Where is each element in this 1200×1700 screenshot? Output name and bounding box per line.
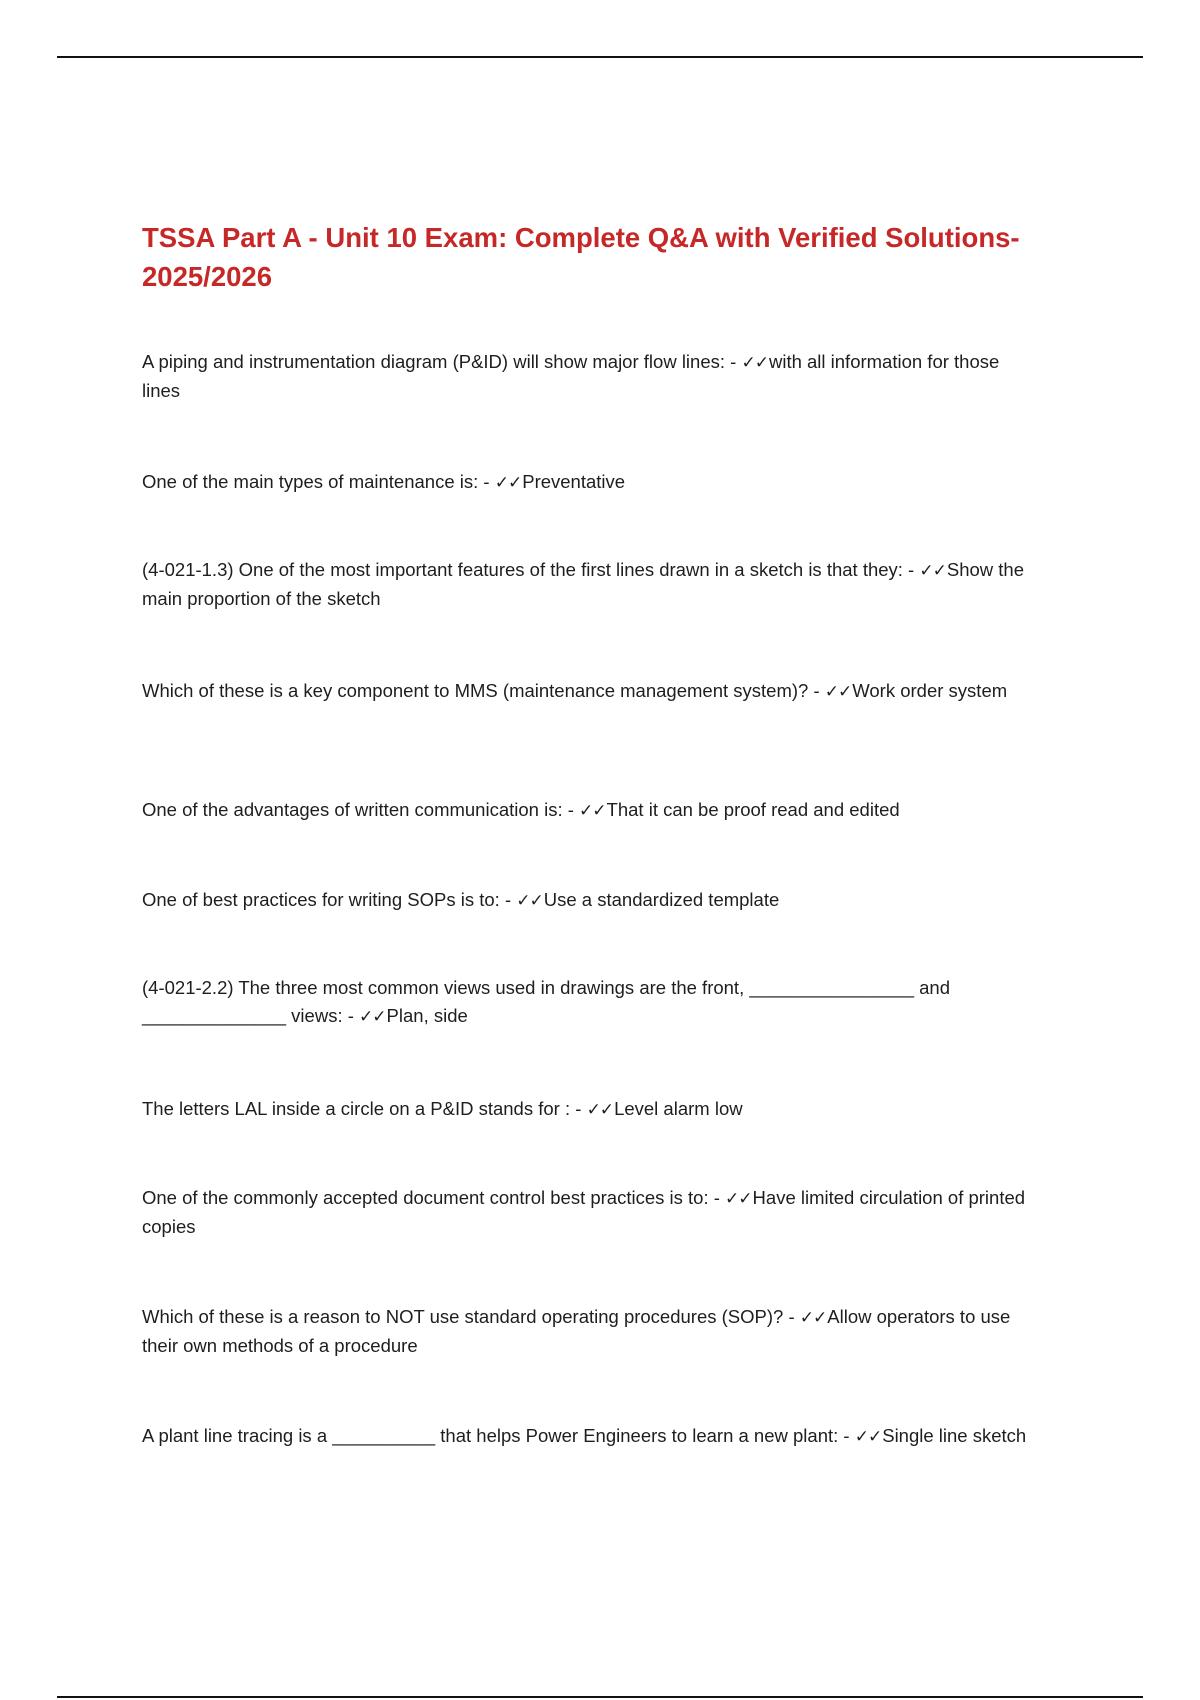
separator: -	[902, 559, 920, 580]
qa-item	[142, 348, 1042, 405]
qa-item	[142, 1095, 1042, 1124]
double-check-icon: ✓✓	[824, 682, 852, 702]
qa-item	[142, 677, 1042, 706]
question-text: (4-021-1.3) One of the most important features of the first lines drawn in a sketch is that they:	[142, 559, 903, 580]
separator: -	[562, 799, 580, 820]
separator: -	[708, 1187, 726, 1208]
qa-item	[142, 1303, 1042, 1360]
double-check-icon: ✓✓	[741, 353, 768, 373]
answer-text: Work order system	[852, 680, 1008, 701]
double-check-icon: ✓✓	[359, 1007, 386, 1027]
qa-item	[142, 468, 1042, 497]
answer-text: Allow operators to use their own methods of a procedure	[142, 1306, 1011, 1356]
double-check-icon: ✓✓	[854, 1427, 882, 1447]
qa-item	[142, 556, 1042, 613]
question-text: The letters LAL inside a circle on a P&ID stands for :	[142, 1098, 571, 1119]
question-text: One of the main types of maintenance is:	[142, 471, 479, 492]
separator: -	[783, 1306, 800, 1327]
footer-rule	[57, 1696, 1143, 1698]
question-text: Which of these is a reason to NOT use standard operating procedures (SOP)?	[142, 1306, 784, 1327]
document-title: TSSA Part A - Unit 10 Exam: Complete Q&A with Verified Solutions-2025/2026	[142, 222, 1020, 292]
separator: -	[838, 1425, 855, 1446]
answer-text: Level alarm low	[614, 1098, 743, 1119]
answer-text: with all information for those lines	[142, 351, 1000, 401]
double-check-icon: ✓✓	[516, 891, 543, 911]
separator: -	[808, 680, 825, 701]
qa-item	[142, 1422, 1042, 1451]
separator: -	[499, 889, 517, 910]
qa-item	[142, 796, 1042, 825]
separator: -	[570, 1098, 587, 1119]
question-text: Which of these is a key component to MMS (maintenance management system)?	[142, 680, 809, 701]
question-text: One of the commonly accepted document control best practices is to:	[142, 1187, 709, 1208]
question-text: One of best practices for writing SOPs is to:	[142, 889, 500, 910]
double-check-icon: ✓✓	[586, 1100, 614, 1120]
separator: -	[725, 351, 742, 372]
qa-item	[142, 1184, 1042, 1241]
question-text: A piping and instrumentation diagram (P&ID) will show major flow lines:	[142, 351, 726, 372]
question-text: One of the advantages of written communication is:	[142, 799, 563, 820]
answer-text: Plan, side	[386, 1005, 468, 1026]
double-check-icon: ✓✓	[919, 561, 946, 581]
double-check-icon: ✓✓	[579, 801, 606, 821]
answer-text: Have limited circulation of printed copies	[142, 1187, 1026, 1237]
answer-text: Show the main proportion of the sketch	[142, 559, 1025, 609]
document-body	[142, 218, 1042, 1447]
header-rule	[57, 56, 1143, 58]
answer-text: Single line sketch	[882, 1425, 1027, 1446]
answer-text: Preventative	[522, 471, 626, 492]
answer-text: That it can be proof read and edited	[606, 799, 900, 820]
qa-item	[142, 974, 1042, 1031]
double-check-icon: ✓✓	[725, 1189, 752, 1209]
question-text: (4-021-2.2) The three most common views used in drawings are the front, ________________ and ______________ views:	[142, 977, 950, 1026]
answer-text: Use a standardized template	[543, 889, 780, 910]
question-text: A plant line tracing is a __________ that helps Power Engineers to learn a new plant:	[142, 1425, 839, 1446]
double-check-icon: ✓✓	[799, 1308, 827, 1328]
qa-item	[142, 886, 1042, 915]
separator: -	[478, 471, 495, 492]
double-check-icon: ✓✓	[494, 473, 522, 493]
separator: -	[342, 1005, 360, 1026]
